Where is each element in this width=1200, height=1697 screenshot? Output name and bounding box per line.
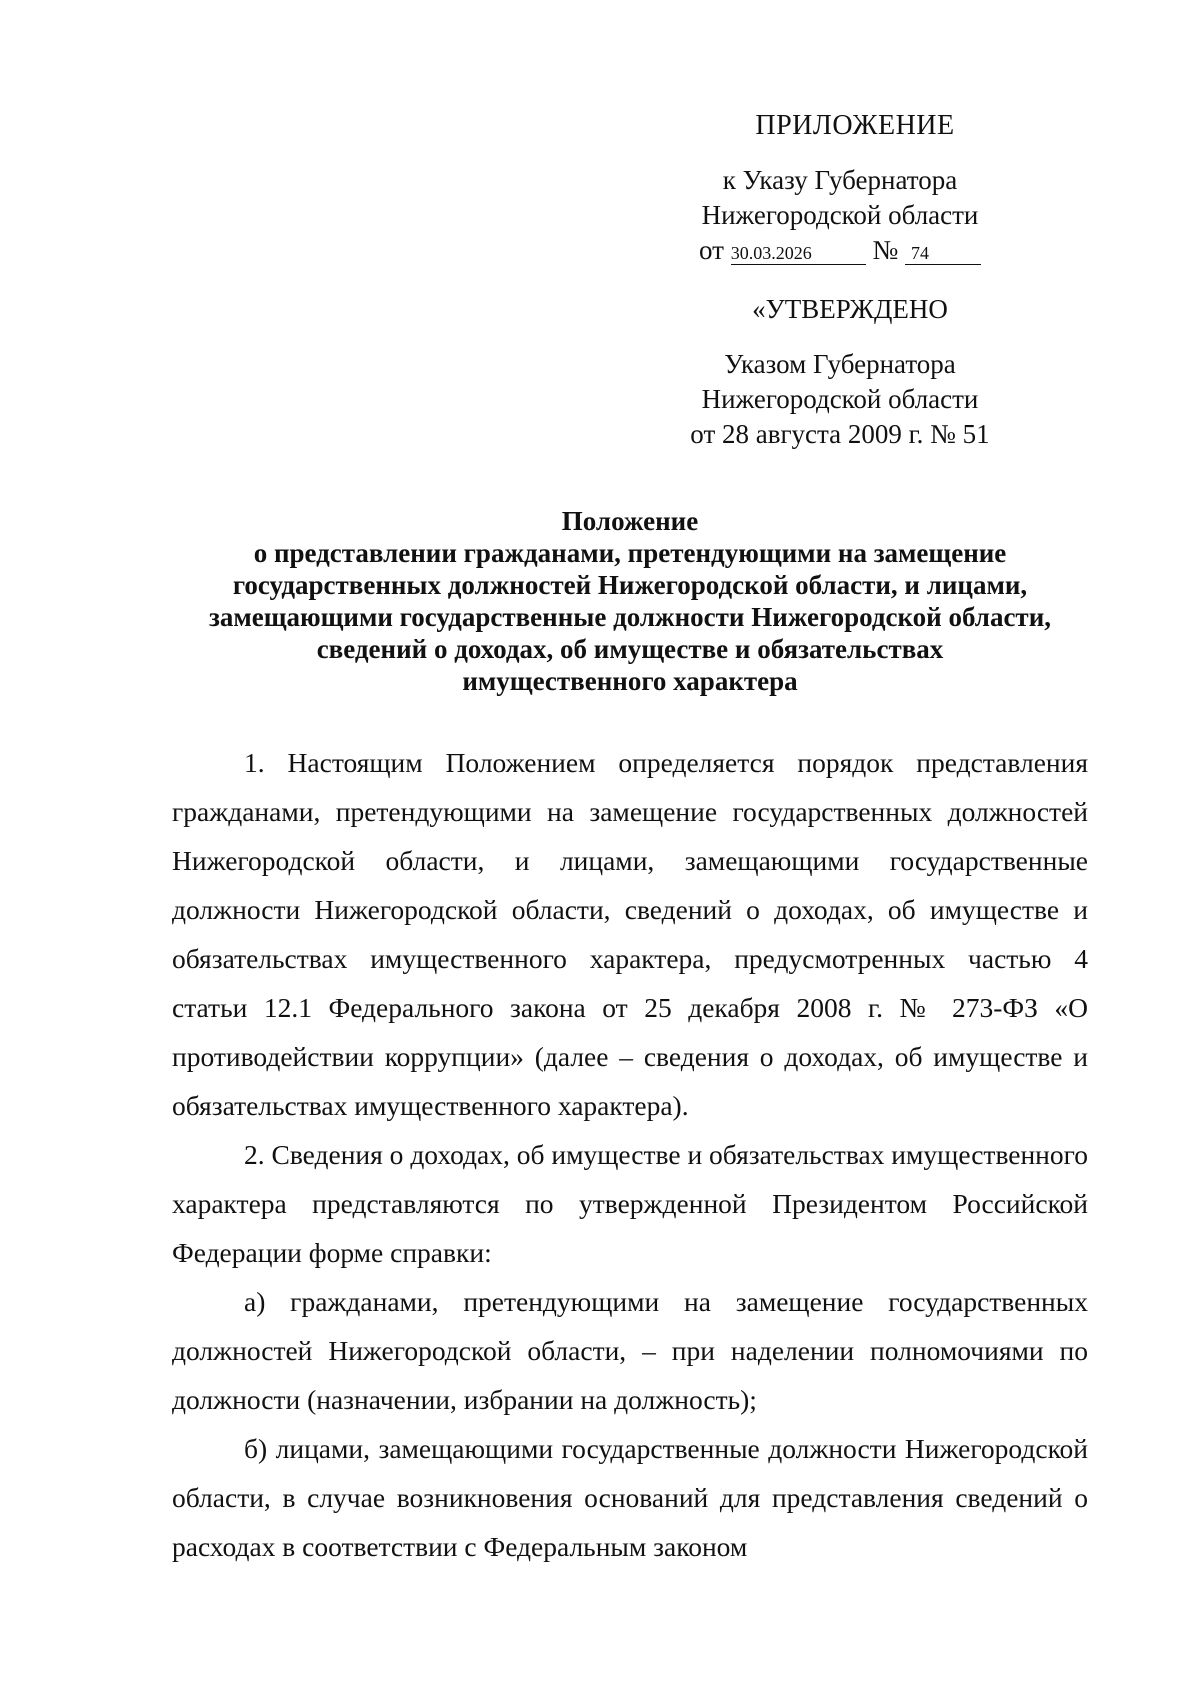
title-line-5: сведений о доходах, об имуществе и обязательствах (316, 634, 944, 664)
decree-date-number-line (600, 233, 1080, 268)
appendix-title: ПРИЛОЖЕНИЕ (755, 110, 955, 141)
approved-line-1: Указом Губернатора (724, 349, 956, 379)
appendix-header (600, 108, 1080, 452)
document-title (150, 505, 1110, 697)
document-body (172, 738, 1088, 1571)
number-sign: № (872, 235, 899, 265)
paragraph-2: 2. Сведения о доходах, об имуществе и обязательствах имущественного характера представляются по утвержденной Президентом Российской Федерации форме справки: (172, 1139, 1088, 1268)
paragraph-2b: б) лицами, замещающими государственные должности Нижегородской области, в случае возникновения оснований для представления сведений о расходах в соответствии с Федеральным законом (172, 1433, 1088, 1562)
decree-number-field: 74 (905, 242, 981, 265)
to-decree-line-2: Нижегородской области (701, 200, 979, 230)
title-line-2: о представлении гражданами, претендующими на замещение (253, 538, 1007, 568)
to-decree-line-1: к Указу Губернатора (722, 165, 958, 195)
paragraph-1: 1. Настоящим Положением определяется порядок представления гражданами, претендующими на замещение государственных должностей Нижегородской области, и лицами, замещающими государственные должности Нижегородской области, сведений о доходах, об имуществе и обязательствах имущественного характера, предусмотренных частью 4 статьи 12.1 Федерального закона от 25 декабря 2008 г. № 273-ФЗ «О противодействии коррупции» (далее – сведения о доходах, об имуществе и обязательствах имущественного характера). (172, 747, 1088, 1121)
decree-date-field: 30.03.2026 (731, 242, 866, 265)
title-line-4: замещающими государственные должности Нижегородской области, (208, 602, 1052, 632)
approved-line-3: от 28 августа 2009 г. № 51 (690, 419, 990, 449)
title-line-1: Положение (561, 506, 699, 536)
approved-line-2: Нижегородской области (701, 384, 979, 414)
paragraph-2a: а) гражданами, претендующими на замещение государственных должностей Нижегородской области, – при наделении полномочиями по должности (назначении, избрании на должность); (172, 1286, 1088, 1415)
approved-title: «УТВЕРЖДЕНО (752, 294, 948, 324)
title-line-3: государственных должностей Нижегородской области, и лицами, (232, 570, 1028, 600)
title-line-6: имущественного характера (462, 666, 798, 696)
date-prefix: от (699, 235, 724, 265)
approved-block (600, 292, 1080, 452)
